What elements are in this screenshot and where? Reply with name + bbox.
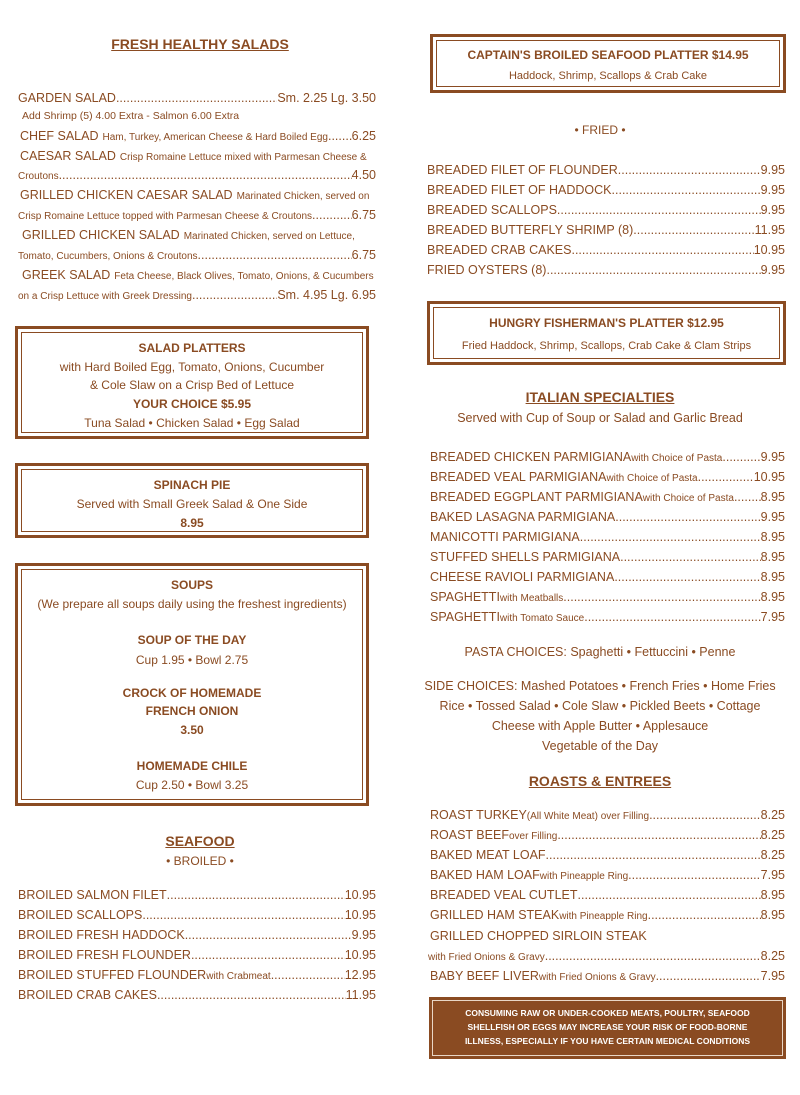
menu-item-baby-beef-liver: BABY BEEF LIVER with Fried Onions & Gravy ..... 7.95 [430, 969, 785, 983]
dot-leader [734, 490, 761, 504]
menu-item-price: 9.95 [351, 928, 376, 942]
menu-item-price: 8.25 [760, 828, 785, 842]
dot-leader [649, 808, 761, 822]
menu-item-price: 9.95 [760, 510, 785, 524]
menu-item-name: BREADED VEAL CUTLET [430, 888, 578, 902]
menu-item-greek-salad-cont: on a Crisp Lettuce with Greek Dressing ..... Sm. 4.95 Lg. 6.95 [18, 288, 376, 302]
salad-platters-options: Tuna Salad • Chicken Salad • Egg Salad [84, 416, 300, 430]
menu-item-sirloin-steak: GRILLED CHOPPED SIRLOIN STEAK [430, 929, 647, 943]
dot-leader [167, 888, 345, 902]
menu-item-desc: with Pineapple Ring [539, 871, 629, 882]
menu-item-desc: with Choice of Pasta [631, 453, 723, 464]
dot-leader [557, 828, 760, 842]
warning-line2: SHELLFISH OR EGGS MAY INCREASE YOUR RISK OF FOOD-BORNE [467, 1022, 748, 1032]
menu-item [18, 988, 376, 1002]
fishermans-platter-title: HUNGRY FISHERMAN'S PLATTER $12.95 [489, 316, 724, 330]
menu-item-price: 8.25 [760, 808, 785, 822]
menu-item [18, 928, 376, 942]
captains-platter-box [430, 34, 786, 93]
menu-item-price: 8.25 [760, 848, 785, 862]
food-safety-warning [429, 997, 786, 1059]
dot-leader [618, 163, 761, 177]
fried-subheading: • FRIED • [574, 123, 626, 137]
crock-line2: FRENCH ONION [145, 704, 239, 718]
menu-item [427, 223, 785, 237]
menu-item-price: 8.95 [760, 908, 785, 922]
homemade-chile-price: Cup 2.50 • Bowl 3.25 [135, 778, 249, 792]
menu-item [430, 868, 785, 882]
menu-item [430, 610, 785, 624]
menu-item-name: CHEESE RAVIOLI PARMIGIANA [430, 570, 615, 584]
seafood-heading: SEAFOOD [165, 833, 235, 849]
menu-item-sirloin-steak-cont: with Fried Onions & Gravy ..... 8.25 [428, 949, 785, 963]
menu-item-name: BAKED LASAGNA PARMIGIANA [430, 510, 616, 524]
dot-leader [612, 183, 761, 197]
soups-note: (We prepare all soups daily using the freshest ingredients) [37, 597, 347, 611]
dot-leader [633, 223, 754, 237]
menu-item-price: 7.95 [760, 610, 785, 624]
menu-item-name: BREADED CRAB CAKES [427, 243, 572, 257]
menu-item-desc: with Choice of Pasta [606, 473, 698, 484]
menu-item-name: BREADED FILET OF FLOUNDER [427, 163, 618, 177]
side-choices-line1: SIDE CHOICES: Mashed Potatoes • French Fries • Home Fries [424, 679, 776, 693]
menu-item-price: 9.95 [760, 450, 785, 464]
menu-item-price: 10.95 [753, 243, 785, 257]
menu-item-name: BROILED STUFFED FLOUNDER [18, 968, 207, 982]
menu-item [430, 848, 785, 862]
menu-item [427, 243, 785, 257]
menu-item-grilled-chicken-salad-cont: Tomato, Cucumbers, Onions & Croutons ..... 6.75 [18, 248, 376, 262]
menu-item [427, 203, 785, 217]
menu-item [430, 908, 785, 922]
menu-item-name: BROILED SALMON FILET [18, 888, 167, 902]
side-choices-line4: Vegetable of the Day [541, 739, 659, 753]
salad-platters-line1: with Hard Boiled Egg, Tomato, Onions, Cucumber [59, 360, 325, 374]
menu-item [430, 570, 785, 584]
menu-item-price: 9.95 [760, 163, 785, 177]
warning-line3: ILLNESS, ESPECIALLY IF YOU HAVE CERTAIN MEDICAL CONDITIONS [464, 1036, 751, 1046]
menu-item-name: BROILED CRAB CAKES [18, 988, 157, 1002]
menu-item [430, 530, 785, 544]
menu-item-name: BREADED VEAL PARMIGIANA [430, 470, 607, 484]
dot-leader [185, 928, 352, 942]
menu-item-price: 9.95 [760, 183, 785, 197]
fishermans-platter-desc: Fried Haddock, Shrimp, Scallops, Crab Cake & Clam Strips [461, 340, 752, 352]
dot-leader [271, 968, 345, 982]
menu-item-grilled-chicken-caesar: GRILLED CHICKEN CAESAR SALAD Marinated Chicken, served on [20, 188, 370, 202]
menu-item [427, 163, 785, 177]
soup-of-the-day-price: Cup 1.95 • Bowl 2.75 [135, 653, 249, 667]
roasts-heading: ROASTS & ENTREES [528, 773, 672, 789]
menu-item [18, 968, 376, 982]
menu-item-desc: (All White Meat) over Filling [526, 811, 650, 822]
menu-item-price: 10.95 [753, 470, 785, 484]
menu-item-desc: with Meatballs [499, 593, 564, 604]
dot-leader [571, 243, 753, 257]
spinach-pie-desc: Served with Small Greek Salad & One Side [76, 497, 308, 511]
menu-item-name: BAKED MEAT LOAF [430, 848, 546, 862]
crock-price: 3.50 [180, 723, 204, 737]
italian-subheading: Served with Cup of Soup or Salad and Garlic Bread [457, 411, 743, 425]
captains-platter-desc: Haddock, Shrimp, Scallops & Crab Cake [508, 70, 708, 82]
menu-item [18, 948, 376, 962]
broiled-subheading: • BROILED • [166, 854, 234, 868]
dot-leader [628, 868, 761, 882]
menu-item-name: BREADED FILET OF HADDOCK [427, 183, 612, 197]
menu-item-name: BREADED SCALLOPS [427, 203, 557, 217]
menu-item-name: BROILED SCALLOPS [18, 908, 143, 922]
captains-platter-title: CAPTAIN'S BROILED SEAFOOD PLATTER $14.95 [467, 48, 749, 62]
soups-title: SOUPS [170, 578, 213, 592]
menu-item [430, 808, 785, 822]
menu-item-name: GRILLED HAM STEAK [430, 908, 560, 922]
menu-item-name: BREADED EGGPLANT PARMIGIANA [430, 490, 643, 504]
menu-item-desc: with Crabmeat [206, 971, 271, 982]
menu-item-name: ROAST BEEF [430, 828, 509, 842]
menu-item [430, 590, 785, 604]
menu-item-price: 8.95 [760, 570, 785, 584]
menu-item-price: 8.95 [760, 490, 785, 504]
menu-item-caesar-salad: CAESAR SALAD Crisp Romaine Lettuce mixed with Parmesan Cheese & [20, 149, 367, 163]
dot-leader [546, 263, 760, 277]
soups-box [15, 563, 369, 806]
menu-item-name: SPAGHETTI [430, 610, 500, 624]
menu-item-grilled-chicken-salad: GRILLED CHICKEN SALAD Marinated Chicken, served on Lettuce, [22, 228, 355, 242]
menu-item [18, 908, 376, 922]
menu-item-price: 11.95 [754, 223, 785, 237]
menu-item-price: 10.95 [344, 948, 376, 962]
menu-item-chef-salad: CHEF SALAD Ham, Turkey, American Cheese & Hard Boiled Egg ..... 6.25 [20, 129, 376, 143]
dot-leader [620, 550, 761, 564]
menu-item [18, 888, 376, 902]
menu-item-price: 11.95 [345, 988, 376, 1002]
menu-item-name: MANICOTTI PARMIGIANA [430, 530, 580, 544]
menu-item-name: SPAGHETTI [430, 590, 500, 604]
menu-item-name: BROILED FRESH HADDOCK [18, 928, 185, 942]
dot-leader [157, 988, 346, 1002]
menu-item-price: 10.95 [344, 908, 376, 922]
menu-item-name: BREADED CHICKEN PARMIGIANA [430, 450, 632, 464]
pasta-choices: PASTA CHOICES: Spaghetti • Fettuccini • Penne [464, 645, 736, 659]
menu-item-price: 8.95 [760, 590, 785, 604]
dot-leader [584, 610, 760, 624]
italian-heading: ITALIAN SPECIALTIES [525, 389, 675, 405]
spinach-pie-price: 8.95 [180, 516, 204, 530]
spinach-pie-title: SPINACH PIE [153, 478, 231, 492]
dot-leader [142, 908, 344, 922]
side-choices-line3: Cheese with Apple Butter • Applesauce [491, 719, 709, 733]
menu-item [430, 490, 785, 504]
menu-item [430, 470, 785, 484]
salad-platters-box [15, 326, 369, 439]
warning-line1: CONSUMING RAW OR UNDER-COOKED MEATS, POULTRY, SEAFOOD [465, 1008, 750, 1018]
menu-item-price: 10.95 [344, 888, 376, 902]
dot-leader [614, 570, 760, 584]
menu-item-name: BAKED HAM LOAF [430, 868, 540, 882]
salads-heading: FRESH HEALTHY SALADS [111, 36, 289, 52]
menu-item [427, 263, 785, 277]
menu-item-name: ROAST TURKEY [430, 808, 527, 822]
menu-item-price: 9.95 [760, 203, 785, 217]
menu-item-name: BROILED FRESH FLOUNDER [18, 948, 191, 962]
menu-item-name: FRIED OYSTERS (8) [427, 263, 547, 277]
dot-leader [615, 510, 760, 524]
menu-item-greek-salad: GREEK SALAD Feta Cheese, Black Olives, Tomato, Onions, & Cucumbers [22, 268, 374, 282]
menu-item-garden-salad: GARDEN SALAD ..... Sm. 2.25 Lg. 3.50 [18, 91, 376, 105]
menu-item [430, 450, 785, 464]
menu-item-caesar-salad-cont: Croutons ..... 4.50 [18, 168, 376, 182]
menu-item-desc: with Choice of Pasta [642, 493, 734, 504]
dot-leader [722, 450, 760, 464]
menu-item-name: STUFFED SHELLS PARMIGIANA [430, 550, 621, 564]
menu-item [430, 510, 785, 524]
dot-leader [580, 530, 761, 544]
menu-item-price: 8.95 [760, 888, 785, 902]
spinach-pie-box [15, 463, 369, 538]
salad-platters-choice: YOUR CHOICE $5.95 [132, 397, 252, 411]
menu-item-desc: with Pineapple Ring [559, 911, 648, 922]
crock-line1: CROCK OF HOMEMADE [122, 686, 262, 700]
dot-leader [648, 908, 761, 922]
side-choices-line2: Rice • Tossed Salad • Cole Slaw • Pickled Beets • Cottage [439, 699, 761, 713]
menu-item [430, 828, 785, 842]
menu-item-price: 7.95 [760, 868, 785, 882]
dot-leader [578, 888, 761, 902]
menu-item-price: 8.95 [760, 530, 785, 544]
soup-of-the-day: SOUP OF THE DAY [137, 633, 247, 647]
menu-item-desc: with Tomato Sauce [499, 613, 585, 624]
menu-item-desc: over Filling [508, 831, 558, 842]
menu-item-name: BREADED BUTTERFLY SHRIMP (8) [427, 223, 634, 237]
dot-leader [563, 590, 760, 604]
menu-item [427, 183, 785, 197]
menu-item-price: 9.95 [760, 263, 785, 277]
salad-platters-line2: & Cole Slaw on a Crisp Bed of Lettuce [89, 378, 295, 392]
menu-item-price: 12.95 [344, 968, 376, 982]
menu-item [430, 550, 785, 564]
menu-item-price: 8.95 [760, 550, 785, 564]
homemade-chile: HOMEMADE CHILE [136, 759, 248, 773]
dot-leader [698, 470, 754, 484]
menu-item-grilled-chicken-caesar-cont: Crisp Romaine Lettuce topped with Parmesan Cheese & Croutons ..... 6.75 [18, 208, 376, 222]
dot-leader [191, 948, 345, 962]
salad-addon-note: Add Shrimp (5) 4.00 Extra - Salmon 6.00 Extra [22, 110, 240, 122]
dot-leader [546, 848, 761, 862]
fishermans-platter-box [427, 301, 786, 365]
salad-platters-title: SALAD PLATTERS [138, 341, 246, 355]
menu-item [430, 888, 785, 902]
dot-leader [557, 203, 761, 217]
